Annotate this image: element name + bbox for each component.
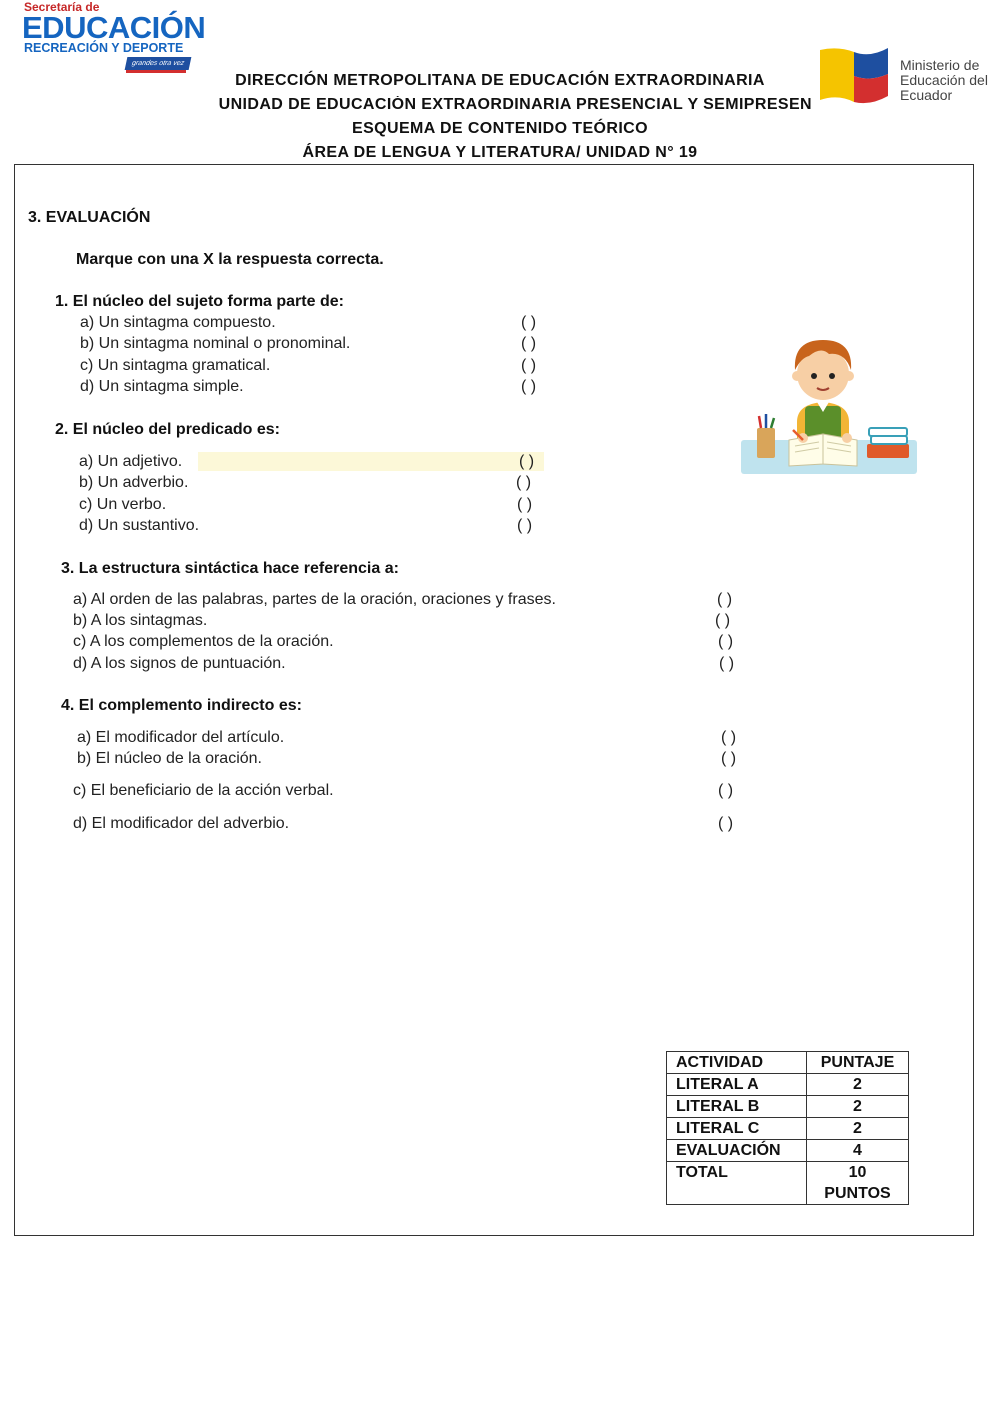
question-1-prompt: 1. El núcleo del sujeto forma parte de: [55,293,344,310]
question-2-option-d: d) Un sustantivo. [79,517,200,534]
question-2-option-a: a) Un adjetivo. [79,453,183,470]
highlight-band [198,452,544,471]
question-3-prompt: 3. La estructura sintáctica hace referencia a: [61,560,399,577]
answer-box-1a[interactable]: ( ) [521,314,537,331]
answer-box-1b[interactable]: ( ) [521,335,537,352]
logo-tagline: grandes otra vez [125,57,192,70]
answer-box-4d[interactable]: ( ) [718,815,734,832]
question-2-prompt: 2. El núcleo del predicado es: [55,421,280,438]
answer-box-3a[interactable]: ( ) [717,591,733,608]
question-2-option-c: c) Un verbo. [79,496,167,513]
table-row [667,1096,909,1118]
answer-box-2c[interactable]: ( ) [517,496,533,513]
question-3-option-c: c) A los complementos de la oración. [73,633,334,650]
row-activity: EVALUACIÓN [667,1140,807,1162]
table-row [667,1118,909,1140]
logo-line-1: Secretaría de [24,0,100,14]
row-activity: LITERAL A [667,1074,807,1096]
question-2-option-b: b) Un adverbio. [79,474,189,491]
header-line-3: ESQUEMA DE CONTENIDO TEÓRICO [352,120,648,137]
question-3-option-a: a) Al orden de las palabras, partes de la oración, oraciones y frases. [73,591,556,608]
score-table-header [667,1052,909,1074]
question-4-option-b: b) El núcleo de la oración. [77,750,262,767]
answer-box-3d[interactable]: ( ) [719,655,735,672]
instruction: Marque con una X la respuesta correcta. [76,251,384,268]
answer-box-2d[interactable]: ( ) [517,517,533,534]
total-points-unit: PUNTOS [824,1185,891,1202]
question-1-option-d: d) Un sintagma simple. [80,378,244,395]
answer-box-3b[interactable]: ( ) [715,612,731,629]
question-4-option-d: d) El modificador del adverbio. [73,815,290,832]
header-actividad: ACTIVIDAD [667,1052,807,1074]
row-points: 4 [807,1140,909,1162]
row-activity: LITERAL B [667,1096,807,1118]
row-points: 2 [807,1118,909,1140]
row-points-total [807,1162,909,1205]
question-1-option-b: b) Un sintagma nominal o pronominal. [80,335,351,352]
answer-box-4b[interactable]: ( ) [721,750,737,767]
answer-box-1c[interactable]: ( ) [521,357,537,374]
question-1-option-a: a) Un sintagma compuesto. [80,314,276,331]
header-puntaje: PUNTAJE [807,1052,909,1074]
header-line-4: ÁREA DE LENGUA Y LITERATURA/ UNIDAD N° 19 [302,144,698,161]
question-3-option-b: b) A los sintagmas. [73,612,208,629]
logo-line-3: RECREACIÓN Y DEPORTE [24,41,184,55]
row-points: 2 [807,1074,909,1096]
row-activity-total: TOTAL [667,1162,807,1205]
answer-box-2b[interactable]: ( ) [516,474,532,491]
row-points: 2 [807,1096,909,1118]
answer-box-4a[interactable]: ( ) [721,729,737,746]
row-activity: LITERAL C [667,1118,807,1140]
answer-box-3c[interactable]: ( ) [718,633,734,650]
answer-box-4c[interactable]: ( ) [718,782,734,799]
table-row-total [667,1162,909,1205]
header-line-2: UNIDAD DE EDUCACIÓN EXTRAORDINARIA PRESENCIAL Y SEMIPRESEN [218,96,812,113]
question-1-option-c: c) Un sintagma gramatical. [80,357,271,374]
question-4-option-c: c) El beneficiario de la acción verbal. [73,782,334,799]
total-points-value: 10 [848,1164,867,1181]
question-3-option-d: d) A los signos de puntuación. [73,655,286,672]
secretaria-educacion-logo [22,0,206,74]
answer-box-2a[interactable]: ( ) [519,453,535,470]
answer-box-1d[interactable]: ( ) [521,378,537,395]
table-row [667,1140,909,1162]
table-row [667,1074,909,1096]
logo-line-2: EDUCACIÓN [22,10,206,45]
header-line-1: DIRECCIÓN METROPOLITANA DE EDUCACIÓN EXTRAORDINARIA [235,72,765,89]
question-4-option-a: a) El modificador del artículo. [77,729,285,746]
ministerio-text: Ministerio de Educación del Ecuador [900,57,988,103]
section-title: 3. EVALUACIÓN [28,209,151,226]
student-illustration [735,312,925,512]
question-4-prompt: 4. El complemento indirecto es: [61,697,302,714]
score-table [666,1051,909,1205]
